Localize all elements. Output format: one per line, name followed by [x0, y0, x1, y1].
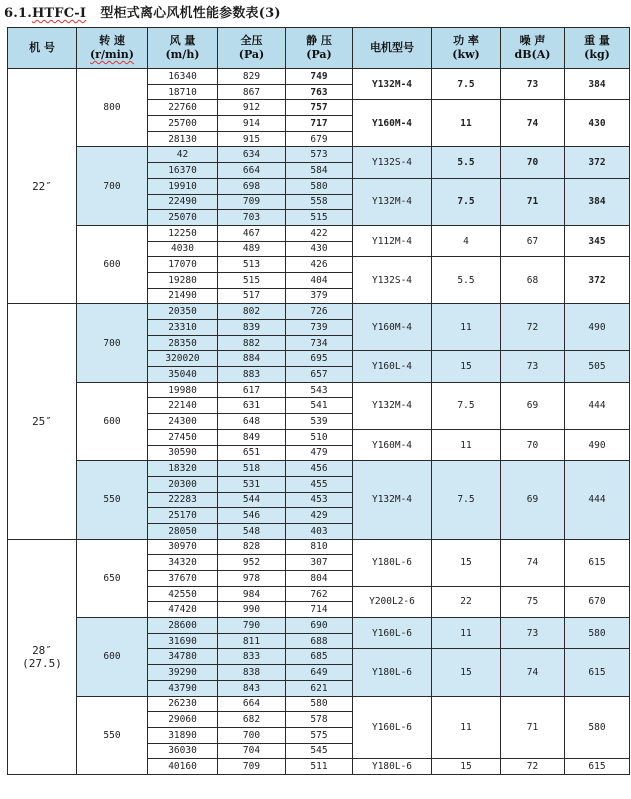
motor-model: Y132S-4 — [353, 257, 432, 304]
speed-value: 800 — [77, 69, 148, 147]
total-pressure-value: 978 — [218, 571, 286, 587]
power-value: 4 — [432, 225, 501, 256]
speed-value: 700 — [77, 304, 148, 382]
static-pressure-value: 695 — [286, 351, 353, 367]
header-speed: 转 速 (r/min) — [77, 28, 148, 69]
weight-value: 430 — [565, 100, 630, 147]
static-pressure-value: 690 — [286, 618, 353, 634]
airflow-value: 47420 — [148, 602, 218, 618]
airflow-value: 25700 — [148, 116, 218, 132]
title-code: HTFC-I — [31, 6, 87, 21]
total-pressure-value: 709 — [218, 194, 286, 210]
motor-model: Y160L-6 — [353, 618, 432, 649]
static-pressure-value: 403 — [286, 523, 353, 539]
weight-value: 670 — [565, 586, 630, 617]
weight-value: 490 — [565, 429, 630, 460]
airflow-value: 31690 — [148, 633, 218, 649]
static-pressure-value: 657 — [286, 367, 353, 383]
airflow-value: 18710 — [148, 84, 218, 100]
header-row — [8, 28, 630, 69]
airflow-value: 34320 — [148, 555, 218, 571]
airflow-value: 22490 — [148, 194, 218, 210]
static-pressure-value: 456 — [286, 461, 353, 477]
total-pressure-value: 843 — [218, 680, 286, 696]
weight-value: 345 — [565, 225, 630, 256]
static-pressure-value: 578 — [286, 712, 353, 728]
airflow-value: 22760 — [148, 100, 218, 116]
static-pressure-value: 621 — [286, 680, 353, 696]
airflow-value: 12250 — [148, 225, 218, 241]
airflow-value: 20300 — [148, 476, 218, 492]
noise-value: 73 — [501, 69, 565, 100]
weight-value: 384 — [565, 69, 630, 100]
airflow-value: 16370 — [148, 163, 218, 179]
airflow-value: 34780 — [148, 649, 218, 665]
total-pressure-value: 990 — [218, 602, 286, 618]
airflow-value: 36030 — [148, 743, 218, 759]
speed-value: 600 — [77, 225, 148, 303]
noise-value: 72 — [501, 759, 565, 775]
static-pressure-value: 511 — [286, 759, 353, 775]
total-pressure-value: 802 — [218, 304, 286, 320]
static-pressure-value: 545 — [286, 743, 353, 759]
airflow-value: 28050 — [148, 523, 218, 539]
total-pressure-value: 634 — [218, 147, 286, 163]
table-row — [8, 147, 630, 163]
machine-label: 22″ — [32, 179, 52, 193]
machine-number — [8, 69, 77, 304]
total-pressure-value: 682 — [218, 712, 286, 728]
static-pressure-value: 404 — [286, 272, 353, 288]
noise-value: 71 — [501, 696, 565, 759]
speed-value: 650 — [77, 539, 148, 617]
weight-value: 444 — [565, 382, 630, 429]
machine-number — [8, 539, 77, 774]
airflow-value: 28600 — [148, 618, 218, 634]
noise-value: 74 — [501, 649, 565, 696]
airflow-value: 42550 — [148, 586, 218, 602]
airflow-value: 30590 — [148, 445, 218, 461]
table-row — [8, 618, 630, 634]
static-pressure-value: 515 — [286, 210, 353, 226]
static-pressure-value: 763 — [286, 84, 353, 100]
power-value: 15 — [432, 351, 501, 382]
static-pressure-value: 685 — [286, 649, 353, 665]
weight-value: 580 — [565, 618, 630, 649]
static-pressure-value: 717 — [286, 116, 353, 132]
static-pressure-value: 453 — [286, 492, 353, 508]
noise-value: 70 — [501, 147, 565, 178]
total-pressure-value: 700 — [218, 727, 286, 743]
total-pressure-value: 912 — [218, 100, 286, 116]
total-pressure-value: 651 — [218, 445, 286, 461]
power-value: 15 — [432, 649, 501, 696]
airflow-value: 39290 — [148, 665, 218, 681]
table-row — [8, 539, 630, 555]
airflow-value: 21490 — [148, 288, 218, 304]
airflow-value: 18320 — [148, 461, 218, 477]
static-pressure-value: 810 — [286, 539, 353, 555]
static-pressure-value: 714 — [286, 602, 353, 618]
static-pressure-value: 539 — [286, 414, 353, 430]
header-total-pressure: 全压 (Pa) — [218, 28, 286, 69]
total-pressure-value: 915 — [218, 131, 286, 147]
airflow-value: 29060 — [148, 712, 218, 728]
weight-value: 372 — [565, 257, 630, 304]
static-pressure-value: 580 — [286, 178, 353, 194]
static-pressure-value: 726 — [286, 304, 353, 320]
motor-model: Y160M-4 — [353, 304, 432, 351]
header-machine: 机 号 — [8, 28, 77, 69]
weight-value: 505 — [565, 351, 630, 382]
airflow-value: 19910 — [148, 178, 218, 194]
power-value: 5.5 — [432, 257, 501, 304]
motor-model: Y112M-4 — [353, 225, 432, 256]
motor-model: Y200L2-6 — [353, 586, 432, 617]
total-pressure-value: 709 — [218, 759, 286, 775]
airflow-value: 25170 — [148, 508, 218, 524]
power-value: 11 — [432, 618, 501, 649]
static-pressure-value: 749 — [286, 69, 353, 85]
weight-value: 615 — [565, 539, 630, 586]
static-pressure-value: 558 — [286, 194, 353, 210]
weight-value: 384 — [565, 178, 630, 225]
airflow-value: 23310 — [148, 320, 218, 336]
total-pressure-value: 914 — [218, 116, 286, 132]
power-value: 11 — [432, 304, 501, 351]
motor-model: Y132M-4 — [353, 178, 432, 225]
page-title — [4, 2, 281, 21]
noise-value: 75 — [501, 586, 565, 617]
airflow-value: 4030 — [148, 241, 218, 257]
header-noise: 噪 声 dB(A) — [501, 28, 565, 69]
noise-value: 71 — [501, 178, 565, 225]
noise-value: 73 — [501, 351, 565, 382]
static-pressure-value: 688 — [286, 633, 353, 649]
motor-model: Y180L-6 — [353, 759, 432, 775]
airflow-value: 24300 — [148, 414, 218, 430]
airflow-value: 19980 — [148, 382, 218, 398]
noise-value: 72 — [501, 304, 565, 351]
static-pressure-value: 455 — [286, 476, 353, 492]
total-pressure-value: 531 — [218, 476, 286, 492]
weight-value: 615 — [565, 759, 630, 775]
static-pressure-value: 541 — [286, 398, 353, 414]
airflow-value: 22283 — [148, 492, 218, 508]
static-pressure-value: 757 — [286, 100, 353, 116]
motor-model: Y160L-6 — [353, 696, 432, 759]
machine-label: 25″ — [32, 414, 52, 428]
total-pressure-value: 839 — [218, 320, 286, 336]
total-pressure-value: 489 — [218, 241, 286, 257]
motor-model: Y132M-4 — [353, 382, 432, 429]
table-row — [8, 69, 630, 85]
performance-table — [7, 27, 630, 775]
header-static-pressure: 静 压 (Pa) — [286, 28, 353, 69]
airflow-value: 37670 — [148, 571, 218, 587]
table-row — [8, 304, 630, 320]
airflow-value: 20350 — [148, 304, 218, 320]
table-row — [8, 461, 630, 477]
weight-value: 615 — [565, 649, 630, 696]
total-pressure-value: 631 — [218, 398, 286, 414]
power-value: 7.5 — [432, 69, 501, 100]
static-pressure-value: 307 — [286, 555, 353, 571]
total-pressure-value: 984 — [218, 586, 286, 602]
total-pressure-value: 883 — [218, 367, 286, 383]
total-pressure-value: 867 — [218, 84, 286, 100]
power-value: 7.5 — [432, 461, 501, 539]
power-value: 11 — [432, 429, 501, 460]
static-pressure-value: 479 — [286, 445, 353, 461]
table-row — [8, 382, 630, 398]
airflow-value: 19280 — [148, 272, 218, 288]
total-pressure-value: 546 — [218, 508, 286, 524]
total-pressure-value: 664 — [218, 163, 286, 179]
airflow-value: 40160 — [148, 759, 218, 775]
noise-value: 70 — [501, 429, 565, 460]
power-value: 15 — [432, 759, 501, 775]
total-pressure-value: 648 — [218, 414, 286, 430]
speed-value: 700 — [77, 147, 148, 225]
table-row — [8, 225, 630, 241]
power-value: 7.5 — [432, 382, 501, 429]
airflow-value: 28130 — [148, 131, 218, 147]
title-prefix: 6.1. — [4, 6, 32, 21]
weight-value: 580 — [565, 696, 630, 759]
total-pressure-value: 548 — [218, 523, 286, 539]
noise-value: 69 — [501, 382, 565, 429]
motor-model: Y160L-4 — [353, 351, 432, 382]
static-pressure-value: 734 — [286, 335, 353, 351]
total-pressure-value: 849 — [218, 429, 286, 445]
total-pressure-value: 517 — [218, 288, 286, 304]
power-value: 11 — [432, 696, 501, 759]
static-pressure-value: 649 — [286, 665, 353, 681]
table-body — [8, 69, 630, 775]
noise-value: 74 — [501, 100, 565, 147]
airflow-value: 17070 — [148, 257, 218, 273]
table-row — [8, 696, 630, 712]
header-power: 功 率 (kw) — [432, 28, 501, 69]
static-pressure-value: 429 — [286, 508, 353, 524]
header-airflow: 风 量 (m/h) — [148, 28, 218, 69]
total-pressure-value: 513 — [218, 257, 286, 273]
total-pressure-value: 811 — [218, 633, 286, 649]
static-pressure-value: 422 — [286, 225, 353, 241]
total-pressure-value: 829 — [218, 69, 286, 85]
static-pressure-value: 575 — [286, 727, 353, 743]
airflow-value: 31890 — [148, 727, 218, 743]
total-pressure-value: 952 — [218, 555, 286, 571]
total-pressure-value: 515 — [218, 272, 286, 288]
airflow-value: 22140 — [148, 398, 218, 414]
noise-value: 73 — [501, 618, 565, 649]
static-pressure-value: 679 — [286, 131, 353, 147]
weight-value: 490 — [565, 304, 630, 351]
motor-model: Y160M-4 — [353, 429, 432, 460]
speed-value: 600 — [77, 618, 148, 696]
airflow-value: 28350 — [148, 335, 218, 351]
total-pressure-value: 882 — [218, 335, 286, 351]
machine-label: 28″ — [32, 643, 52, 657]
speed-value: 600 — [77, 382, 148, 460]
total-pressure-value: 617 — [218, 382, 286, 398]
airflow-value: 16340 — [148, 69, 218, 85]
title-suffix: 型柜式离心风机性能参数表(3) — [100, 6, 281, 21]
static-pressure-value: 584 — [286, 163, 353, 179]
total-pressure-value: 704 — [218, 743, 286, 759]
noise-value: 74 — [501, 539, 565, 586]
motor-model: Y160M-4 — [353, 100, 432, 147]
static-pressure-value: 543 — [286, 382, 353, 398]
airflow-value: 320020 — [148, 351, 218, 367]
airflow-value: 25070 — [148, 210, 218, 226]
static-pressure-value: 379 — [286, 288, 353, 304]
noise-value: 68 — [501, 257, 565, 304]
machine-sublabel: (27.5) — [22, 656, 62, 670]
total-pressure-value: 833 — [218, 649, 286, 665]
static-pressure-value: 762 — [286, 586, 353, 602]
power-value: 22 — [432, 586, 501, 617]
total-pressure-value: 544 — [218, 492, 286, 508]
total-pressure-value: 703 — [218, 210, 286, 226]
power-value: 15 — [432, 539, 501, 586]
static-pressure-value: 739 — [286, 320, 353, 336]
motor-model: Y132M-4 — [353, 461, 432, 539]
speed-value: 550 — [77, 461, 148, 539]
total-pressure-value: 828 — [218, 539, 286, 555]
total-pressure-value: 790 — [218, 618, 286, 634]
static-pressure-value: 804 — [286, 571, 353, 587]
header-weight: 重 量 (kg) — [565, 28, 630, 69]
noise-value: 67 — [501, 225, 565, 256]
total-pressure-value: 838 — [218, 665, 286, 681]
motor-model: Y180L-6 — [353, 539, 432, 586]
motor-model: Y180L-6 — [353, 649, 432, 696]
header-motor-model: 电机型号 — [353, 28, 432, 69]
speed-value: 550 — [77, 696, 148, 774]
static-pressure-value: 573 — [286, 147, 353, 163]
static-pressure-value: 510 — [286, 429, 353, 445]
power-value: 5.5 — [432, 147, 501, 178]
static-pressure-value: 430 — [286, 241, 353, 257]
airflow-value: 35040 — [148, 367, 218, 383]
motor-model: Y132M-4 — [353, 69, 432, 100]
total-pressure-value: 467 — [218, 225, 286, 241]
total-pressure-value: 698 — [218, 178, 286, 194]
airflow-value: 42 — [148, 147, 218, 163]
weight-value: 444 — [565, 461, 630, 539]
airflow-value: 30970 — [148, 539, 218, 555]
motor-model: Y132S-4 — [353, 147, 432, 178]
airflow-value: 27450 — [148, 429, 218, 445]
machine-number — [8, 304, 77, 539]
static-pressure-value: 426 — [286, 257, 353, 273]
total-pressure-value: 664 — [218, 696, 286, 712]
noise-value: 69 — [501, 461, 565, 539]
static-pressure-value: 580 — [286, 696, 353, 712]
total-pressure-value: 884 — [218, 351, 286, 367]
power-value: 11 — [432, 100, 501, 147]
total-pressure-value: 518 — [218, 461, 286, 477]
airflow-value: 26230 — [148, 696, 218, 712]
weight-value: 372 — [565, 147, 630, 178]
power-value: 7.5 — [432, 178, 501, 225]
airflow-value: 43790 — [148, 680, 218, 696]
